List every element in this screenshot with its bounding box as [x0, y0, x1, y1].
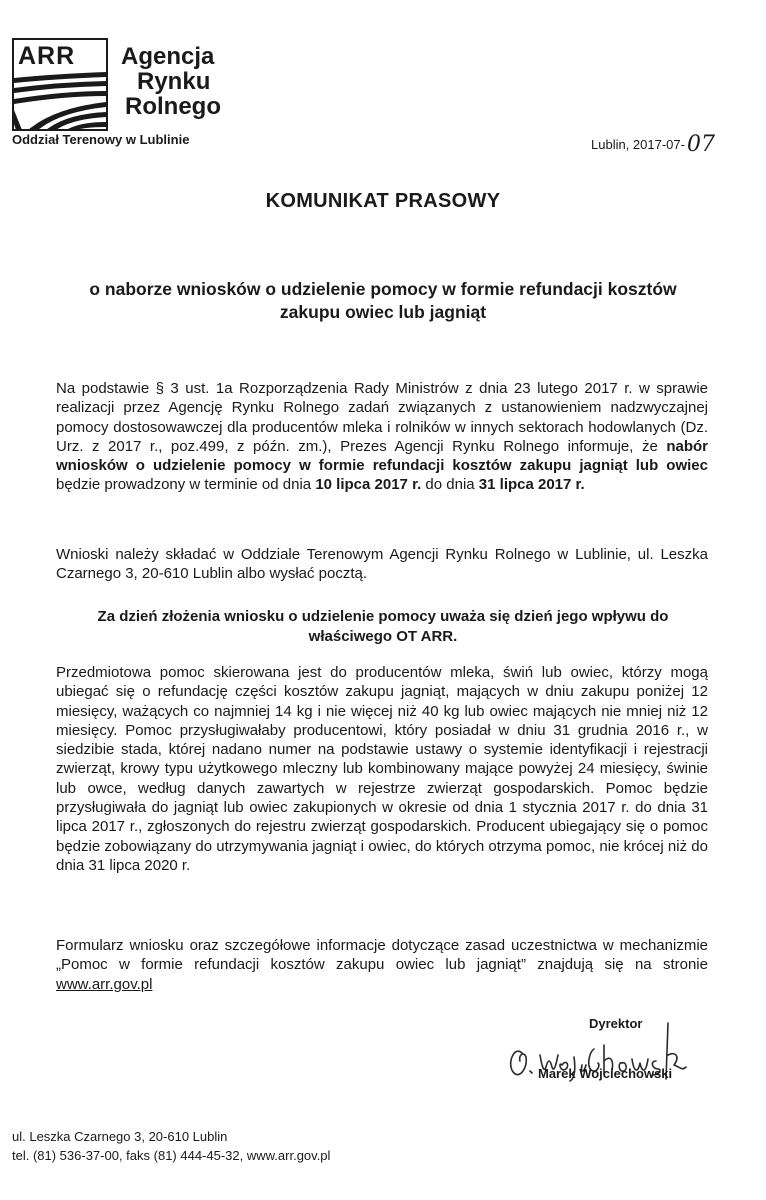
p1-bold-1: nabór wniosków o udzielenie pomocy w formie refundacji kosztów zakupu jagniąt lub owiec — [56, 437, 708, 475]
notice-bold: Za dzień złożenia wniosku o udzielenie pomocy uważa się dzień jego wpływu do właściwego OT ARR. — [97, 608, 669, 645]
paragraph-forms-info — [56, 936, 708, 994]
document-title: KOMUNIKAT PRASOWY — [265, 190, 501, 212]
logo-word-2: Rynku — [137, 68, 211, 95]
p1-bold-start-date: 10 lipca 2017 r. — [315, 476, 422, 494]
p1-text-2: będzie prowadzony w terminie od dnia — [56, 476, 316, 494]
paragraph-submission: Wnioski należy składać w Oddziale Terenowym Agencji Rynku Rolnego w Lublinie, ul. Leszka Czarnego 3, 20-610 Lublin albo wysłać pocztą. — [56, 546, 708, 583]
paragraph-eligibility: Przedmiotowa pomoc skierowana jest do producentów mleka, świń lub owiec, którzy mogą ubiegać się o refundację części kosztów zakupu jagniąt, mających w dniu zakupu poniżej 12 miesięcy, ważących co najmniej 14 kg i nie więcej niż 40 kg lub owiec mających nie mniej niż 12 miesięcy. Pomoc przysługiwałaby producentowi, który posiadał w dniu 31 grudnia 2016 r., w siedzibie stada, której nadano numer na podstawie ustawy o systemie identyfikacji i rejestracji zwierząt, krowy typu użytkowego mleczny lub kombinowany mające powyżej 24 miesięcy, świnie lub owce, według danych zawartych w rejestrze zwierząt gospodarskich. Pomoc będzie przysługiwała do jagniąt lub owiec zakupionych w okresie od dnia 1 stycznia 2017 r. do dnia 31 lipca 2017 r., zgłoszonych do rejestru zwierząt gospodarskich. Producent ubiegający się o pomoc będzie zobowiązany do utrzymywania jagniąt i owiec, do których otrzyma pomoc, nie krócej niż do dnia 31 lipca 2020 r. — [56, 664, 708, 874]
p1-text-3: do dnia — [421, 476, 479, 494]
date-prefix: Lublin, 2017-07- — [591, 137, 685, 152]
document-date — [591, 130, 715, 155]
date-day-handwritten: 07 — [686, 132, 715, 157]
branch-name: Oddział Terenowy w Lublinie — [12, 132, 190, 147]
website-link[interactable]: www.arr.gov.pl — [56, 975, 153, 993]
p5-text: Formularz wniosku oraz szczegółowe informacje dotyczące zasad uczestnictwa w mechanizmie „Pomoc w formie refundacji kosztów zakupu owiec lub jagniąt” znajdują się na stronie — [56, 937, 708, 974]
p1-bold-end-date: 31 lipca 2017 r. — [478, 476, 585, 494]
footer-contact — [12, 1127, 330, 1165]
footer-phone: tel. (81) 536-37-00, faks (81) 444-45-32, www.arr.gov.pl — [12, 1148, 331, 1163]
signer-role: Dyrektor — [589, 1016, 643, 1031]
p1-text-1: Na podstawie § 3 ust. 1a Rozporządzenia Rady Ministrów z dnia 23 lutego 2017 r. w sprawie realizacji przez Agencję Rynku Rolnego zadań związanych z ustanowieniem nadzwyczajnej pomocy dostosowawczej dla producentów mleka i rolników w innych sektorach hodowlanych (Dz. Urz. z 2017 r., poz.499, z późn. zm.), Prezes Agencji Rynku Rolnego informuje, że — [56, 380, 708, 455]
field-furrows-icon — [14, 72, 106, 130]
logo-word-3: Rolnego — [125, 93, 221, 120]
document-subtitle: o naborze wniosków o udzielenie pomocy w formie refundacji kosztów zakupu owiec lub jagniąt — [89, 279, 677, 322]
footer-address: ul. Leszka Czarnego 3, 20-610 Lublin — [12, 1129, 228, 1144]
logo-wordmark — [121, 44, 221, 119]
signer-name: Marek Wojciechowski — [538, 1066, 673, 1081]
arr-logo — [12, 38, 108, 131]
logo-word-1: Agencja — [121, 43, 215, 70]
logo-abbreviation: ARR — [18, 42, 76, 70]
paragraph-legal-basis — [56, 379, 708, 495]
